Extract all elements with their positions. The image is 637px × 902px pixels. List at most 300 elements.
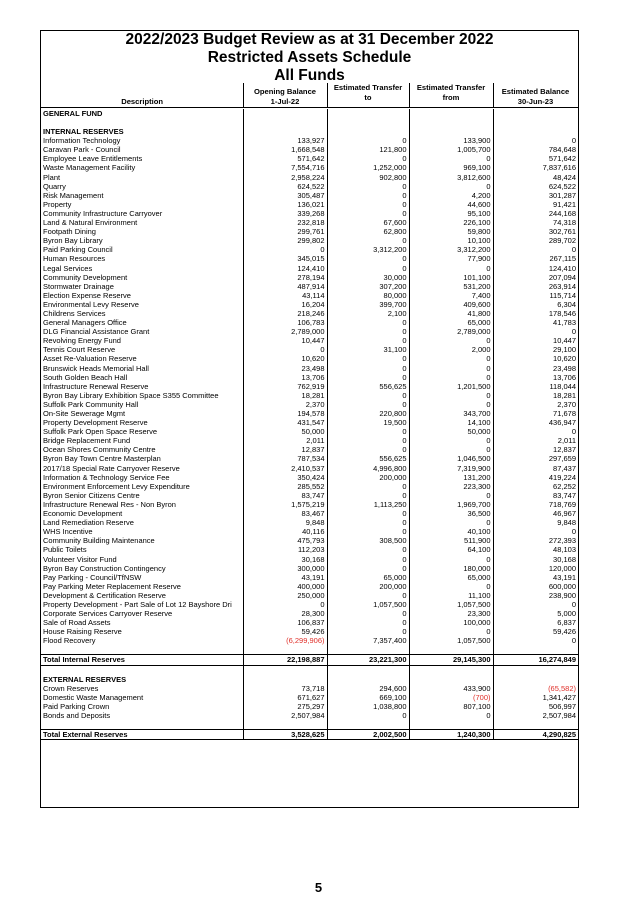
reserve-name: Childrens Services [41, 309, 243, 318]
empty-cell [243, 118, 327, 127]
reserve-name: Risk Management [41, 191, 243, 200]
transfer-from: 40,100 [409, 527, 493, 536]
spacer-row [41, 665, 578, 675]
opening-balance: 106,783 [243, 318, 327, 327]
opening-balance: 250,000 [243, 591, 327, 600]
transfer-from: 0 [409, 436, 493, 445]
empty-cell [493, 675, 578, 684]
transfer-to: 0 [327, 555, 409, 564]
transfer-to: 0 [327, 182, 409, 191]
table-row [41, 618, 578, 627]
opening-balance: 40,116 [243, 527, 327, 536]
transfer-to: 23,221,300 [327, 655, 409, 665]
opening-balance: 30,168 [243, 555, 327, 564]
opening-balance: 136,021 [243, 200, 327, 209]
estimated-balance: 0 [571, 599, 576, 609]
transfer-to: 4,996,800 [327, 464, 409, 473]
transfer-from: 0 [409, 264, 493, 273]
transfer-from: 44,600 [409, 200, 493, 209]
table-row [41, 609, 578, 618]
opening-balance: 431,547 [243, 418, 327, 427]
table-row [41, 136, 578, 145]
transfer-from: 131,200 [409, 473, 493, 482]
table-row [41, 245, 578, 254]
reserve-name: Suffolk Park Open Space Reserve [41, 427, 243, 436]
spacer-row [41, 645, 578, 655]
reserve-name: Legal Services [41, 264, 243, 273]
reserve-name: Asset Re-Valuation Reserve [41, 354, 243, 363]
reserve-name: Paid Parking Crown [41, 702, 243, 711]
estimated-balance: 48,424 [553, 172, 576, 182]
table-row [41, 627, 578, 636]
opening-balance: 285,552 [243, 482, 327, 491]
estimated-balance: 436,947 [548, 418, 576, 428]
table-row [41, 536, 578, 545]
internal-reserves-heading-label: INTERNAL RESERVES [41, 127, 243, 136]
table-row [41, 327, 578, 336]
transfer-from: 41,800 [409, 309, 493, 318]
transfer-to: 2,002,500 [327, 730, 409, 740]
transfer-to: 0 [327, 427, 409, 436]
estimated-balance: 0 [571, 636, 576, 646]
opening-balance: 124,410 [243, 264, 327, 273]
reserves-table [41, 109, 578, 740]
empty-cell [41, 645, 243, 655]
estimated-balance: 297,659 [548, 454, 576, 464]
empty-cell [41, 720, 243, 730]
reserve-name: Community Building Maintenance [41, 536, 243, 545]
transfer-to: 0 [327, 318, 409, 327]
transfer-from: 77,900 [409, 254, 493, 263]
reserve-name: Flood Recovery [41, 636, 243, 645]
table-row [41, 527, 578, 536]
opening-balance: 16,204 [243, 300, 327, 309]
transfer-from: (700) [409, 693, 493, 702]
opening-balance: 2,789,000 [243, 327, 327, 336]
table-row [41, 409, 578, 418]
transfer-from: 0 [409, 354, 493, 363]
transfer-from: 3,312,200 [409, 245, 493, 254]
empty-cell [243, 665, 327, 675]
reserve-name: Economic Development [41, 509, 243, 518]
external-reserves-heading [41, 675, 578, 684]
opening-balance: 83,467 [243, 509, 327, 518]
empty-cell [243, 645, 327, 655]
estimated-balance: 29,100 [553, 345, 576, 355]
estimated-balance: 207,094 [548, 272, 576, 282]
estimated-balance: 2,011 [557, 436, 576, 446]
estimated-balance: 263,914 [548, 281, 576, 291]
header-transfer-from-label: Estimated Transfer [416, 83, 486, 92]
transfer-to: 0 [327, 264, 409, 273]
transfer-to: 0 [327, 618, 409, 627]
table-row [41, 427, 578, 436]
empty-cell [327, 720, 409, 730]
title-line-3: All Funds [274, 67, 345, 84]
transfer-to: 121,800 [327, 145, 409, 154]
transfer-from: 64,100 [409, 545, 493, 554]
estimated-balance: 718,769 [548, 499, 576, 509]
title-line-2: Restricted Assets Schedule [207, 49, 412, 66]
opening-balance: 475,793 [243, 536, 327, 545]
transfer-from: 0 [409, 373, 493, 382]
estimated-balance: 0 [571, 527, 576, 537]
estimated-balance: 16,274,849 [493, 655, 578, 665]
external-total-row [41, 730, 578, 740]
table-row [41, 400, 578, 409]
transfer-from: 1,240,300 [409, 730, 493, 740]
transfer-to: 200,000 [327, 582, 409, 591]
empty-cell [493, 118, 578, 127]
opening-balance: 112,203 [243, 545, 327, 554]
transfer-to: 80,000 [327, 291, 409, 300]
estimated-balance: 74,318 [553, 218, 576, 228]
table-row [41, 436, 578, 445]
table-row [41, 173, 578, 182]
table-row [41, 163, 578, 172]
transfer-from: 0 [409, 154, 493, 163]
estimated-balance: 272,393 [548, 536, 576, 546]
transfer-to: 0 [327, 191, 409, 200]
estimated-balance: 6,837 [557, 618, 576, 628]
transfer-from: 10,100 [409, 236, 493, 245]
opening-balance: 9,848 [243, 518, 327, 527]
opening-balance: 23,498 [243, 364, 327, 373]
opening-balance: 624,522 [243, 182, 327, 191]
header-description [41, 83, 244, 107]
table-row [41, 684, 578, 693]
opening-balance: 2,958,224 [243, 173, 327, 182]
transfer-to: 556,625 [327, 382, 409, 391]
transfer-from: 409,600 [409, 300, 493, 309]
table-row [41, 291, 578, 300]
estimated-balance: 83,747 [553, 490, 576, 500]
estimated-balance: 4,290,825 [493, 730, 578, 740]
transfer-to: 0 [327, 354, 409, 363]
estimated-balance: 301,287 [548, 190, 576, 200]
header-transfer-from-label-2: from [442, 93, 460, 102]
transfer-from: 50,000 [409, 427, 493, 436]
table-row [41, 209, 578, 218]
opening-balance: 0 [243, 345, 327, 354]
transfer-from: 0 [409, 364, 493, 373]
table-row [41, 454, 578, 463]
estimated-balance: 2,370 [557, 399, 576, 409]
estimated-balance: 784,648 [548, 145, 576, 155]
page-number: 5 [314, 880, 323, 895]
estimated-balance: 48,103 [553, 545, 576, 555]
table-row [41, 636, 578, 645]
table-row [41, 227, 578, 236]
estimated-balance: 12,837 [553, 445, 576, 455]
table-row [41, 464, 578, 473]
reserve-name: Infrastructure Renewal Res - Non Byron [41, 500, 243, 509]
estimated-balance: 0 [571, 136, 576, 146]
estimated-balance: 289,702 [548, 236, 576, 246]
reserve-name: Sale of Road Assets [41, 618, 243, 627]
estimated-balance: 91,421 [553, 199, 576, 209]
opening-balance: 73,718 [243, 684, 327, 693]
estimated-balance: 1,341,427 [542, 692, 576, 702]
reserve-name: General Managers Office [41, 318, 243, 327]
transfer-to: 902,800 [327, 173, 409, 182]
estimated-balance: 600,000 [548, 581, 576, 591]
estimated-balance: 419,224 [548, 472, 576, 482]
transfer-to: 0 [327, 200, 409, 209]
transfer-from: 0 [409, 400, 493, 409]
transfer-to: 1,113,250 [327, 500, 409, 509]
reserve-name: Paid Parking Council [41, 245, 243, 254]
opening-balance: 13,706 [243, 373, 327, 382]
estimated-balance: 23,498 [553, 363, 576, 373]
transfer-to: 200,000 [327, 473, 409, 482]
table-row [41, 509, 578, 518]
opening-balance: 275,297 [243, 702, 327, 711]
reserve-name: Byron Senior Citizens Centre [41, 491, 243, 500]
transfer-from: 226,100 [409, 218, 493, 227]
reserve-name: Total External Reserves [41, 730, 243, 740]
reserve-name: On-Site Sewerage Mgmt [41, 409, 243, 418]
opening-balance: 2,410,537 [243, 464, 327, 473]
empty-cell [243, 127, 327, 136]
estimated-balance: 5,000 [557, 609, 576, 619]
reserve-name: Pay Parking - Council/TfNSW [41, 573, 243, 582]
opening-balance: 10,620 [243, 354, 327, 363]
estimated-balance: 9,848 [557, 518, 576, 528]
header-description-label: Description [121, 97, 163, 106]
internal-total-row [41, 655, 578, 665]
transfer-from: 1,046,500 [409, 454, 493, 463]
opening-balance: 2,011 [243, 436, 327, 445]
estimated-balance: 2,507,984 [542, 710, 576, 720]
transfer-to: 0 [327, 364, 409, 373]
transfer-from: 0 [409, 518, 493, 527]
empty-cell [493, 109, 578, 118]
opening-balance: 1,575,219 [243, 500, 327, 509]
report-sheet [40, 30, 579, 808]
opening-balance: 345,015 [243, 254, 327, 263]
table-row [41, 600, 578, 609]
transfer-to: 0 [327, 436, 409, 445]
transfer-to: 0 [327, 391, 409, 400]
table-row [41, 191, 578, 200]
transfer-to: 0 [327, 327, 409, 336]
table-row [41, 345, 578, 354]
reserve-name: Suffolk Park Community Hall [41, 400, 243, 409]
internal-reserves-heading [41, 127, 578, 136]
estimated-balance: 59,426 [553, 627, 576, 637]
header-rule [41, 107, 578, 108]
opening-balance: 43,191 [243, 573, 327, 582]
transfer-to: 0 [327, 136, 409, 145]
transfer-from: 36,500 [409, 509, 493, 518]
opening-balance: 59,426 [243, 627, 327, 636]
transfer-to: 0 [327, 509, 409, 518]
transfer-from: 23,300 [409, 609, 493, 618]
external-reserves-heading-label: EXTERNAL RESERVES [41, 675, 243, 684]
column-header [41, 83, 578, 107]
opening-balance: 671,627 [243, 693, 327, 702]
transfer-from: 1,057,500 [409, 600, 493, 609]
estimated-balance: 7,837,616 [542, 163, 576, 173]
reserve-name: Property Development - Part Sale of Lot 12 Bayshore Dri [41, 600, 243, 609]
opening-balance: (6,299,906) [243, 636, 327, 645]
header-transfer-to [327, 83, 410, 107]
transfer-to: 0 [327, 373, 409, 382]
reserve-name: Pay Parking Meter Replacement Reserve [41, 582, 243, 591]
empty-cell [243, 675, 327, 684]
table-row [41, 545, 578, 554]
reserves-table-body [41, 109, 578, 740]
empty-cell [41, 118, 243, 127]
reserve-name: Revolving Energy Fund [41, 336, 243, 345]
empty-cell [493, 720, 578, 730]
estimated-balance: 0 [571, 427, 576, 437]
opening-balance: 299,761 [243, 227, 327, 236]
transfer-from: 101,100 [409, 273, 493, 282]
table-row [41, 573, 578, 582]
estimated-balance: 238,900 [548, 590, 576, 600]
transfer-from: 0 [409, 491, 493, 500]
transfer-to: 556,625 [327, 454, 409, 463]
estimated-balance: 18,281 [553, 390, 576, 400]
reserve-name: Crown Reserves [41, 684, 243, 693]
reserve-name: Domestic Waste Management [41, 693, 243, 702]
transfer-to: 399,700 [327, 300, 409, 309]
opening-balance: 350,424 [243, 473, 327, 482]
empty-cell [409, 645, 493, 655]
table-row [41, 711, 578, 720]
opening-balance: 299,802 [243, 236, 327, 245]
opening-balance: 762,919 [243, 382, 327, 391]
reserve-name: Public Toilets [41, 545, 243, 554]
opening-balance: 133,927 [243, 136, 327, 145]
estimated-balance: 71,678 [553, 409, 576, 418]
reserve-name: Information Technology [41, 136, 243, 145]
opening-balance: 400,000 [243, 582, 327, 591]
empty-cell [409, 118, 493, 127]
opening-balance: 50,000 [243, 427, 327, 436]
estimated-balance: 13,706 [553, 372, 576, 382]
table-row [41, 500, 578, 509]
reserve-name: WHS Incentive [41, 527, 243, 536]
transfer-to: 1,038,800 [327, 702, 409, 711]
reserve-name: Brunswick Heads Memorial Hall [41, 364, 243, 373]
transfer-from: 1,057,500 [409, 636, 493, 645]
transfer-to: 0 [327, 491, 409, 500]
transfer-from: 14,100 [409, 418, 493, 427]
transfer-to: 67,600 [327, 218, 409, 227]
opening-balance: 339,268 [243, 209, 327, 218]
empty-cell [493, 665, 578, 675]
transfer-to: 0 [327, 445, 409, 454]
reserve-name: Waste Management Facility [41, 163, 243, 172]
transfer-to: 0 [327, 711, 409, 720]
empty-cell [493, 127, 578, 136]
table-row [41, 300, 578, 309]
transfer-to: 0 [327, 527, 409, 536]
transfer-from: 343,700 [409, 409, 493, 418]
transfer-from: 100,000 [409, 618, 493, 627]
opening-balance: 2,370 [243, 400, 327, 409]
general-fund-heading [41, 109, 578, 118]
estimated-balance: 43,191 [553, 572, 576, 582]
transfer-to: 308,500 [327, 536, 409, 545]
empty-cell [409, 127, 493, 136]
table-row [41, 445, 578, 454]
transfer-to: 0 [327, 154, 409, 163]
opening-balance: 787,534 [243, 454, 327, 463]
table-row [41, 582, 578, 591]
reserve-name: Byron Bay Library [41, 236, 243, 245]
report-title [41, 31, 578, 85]
opening-balance: 2,507,984 [243, 711, 327, 720]
reserve-name: Stormwater Drainage [41, 282, 243, 291]
transfer-to: 2,100 [327, 309, 409, 318]
estimated-balance: 30,168 [553, 554, 576, 564]
reserve-name: DLG Financial Assistance Grant [41, 327, 243, 336]
reserve-name: Community Development [41, 273, 243, 282]
table-row [41, 693, 578, 702]
opening-balance: 7,554,716 [243, 163, 327, 172]
reserve-name: Caravan Park - Council [41, 145, 243, 154]
reserve-name: Tennis Court Reserve [41, 345, 243, 354]
table-row [41, 418, 578, 427]
table-row [41, 382, 578, 391]
table-row [41, 273, 578, 282]
reserve-name: Quarry [41, 182, 243, 191]
table-row [41, 336, 578, 345]
transfer-from: 223,300 [409, 482, 493, 491]
transfer-from: 95,100 [409, 209, 493, 218]
opening-balance: 0 [243, 600, 327, 609]
opening-balance: 487,914 [243, 282, 327, 291]
transfer-from: 2,000 [409, 345, 493, 354]
table-row [41, 264, 578, 273]
transfer-to: 65,000 [327, 573, 409, 582]
transfer-to: 0 [327, 591, 409, 600]
opening-balance: 18,281 [243, 391, 327, 400]
table-row [41, 145, 578, 154]
estimated-balance: 624,522 [548, 181, 576, 191]
reserve-name: Human Resources [41, 254, 243, 263]
transfer-from: 7,319,900 [409, 464, 493, 473]
opening-balance: 10,447 [243, 336, 327, 345]
transfer-from: 0 [409, 391, 493, 400]
header-estimated-label: Estimated Balance [501, 87, 570, 96]
opening-balance: 305,487 [243, 191, 327, 200]
transfer-from: 65,000 [409, 573, 493, 582]
transfer-from: 65,000 [409, 318, 493, 327]
opening-balance: 194,578 [243, 409, 327, 418]
estimated-balance: 0 [571, 245, 576, 255]
opening-balance: 106,837 [243, 618, 327, 627]
table-row [41, 555, 578, 564]
transfer-to: 294,600 [327, 684, 409, 693]
reserve-name: Total Internal Reserves [41, 655, 243, 665]
transfer-from: 3,812,600 [409, 173, 493, 182]
empty-cell [493, 645, 578, 655]
transfer-to: 307,200 [327, 282, 409, 291]
estimated-balance: 267,115 [549, 254, 576, 264]
transfer-to: 0 [327, 236, 409, 245]
reserve-name: Bonds and Deposits [41, 711, 243, 720]
spacer-row [41, 720, 578, 730]
header-opening-date: 1-Jul-22 [270, 97, 300, 106]
transfer-to: 0 [327, 400, 409, 409]
reserve-name: Election Expense Reserve [41, 291, 243, 300]
table-row [41, 318, 578, 327]
